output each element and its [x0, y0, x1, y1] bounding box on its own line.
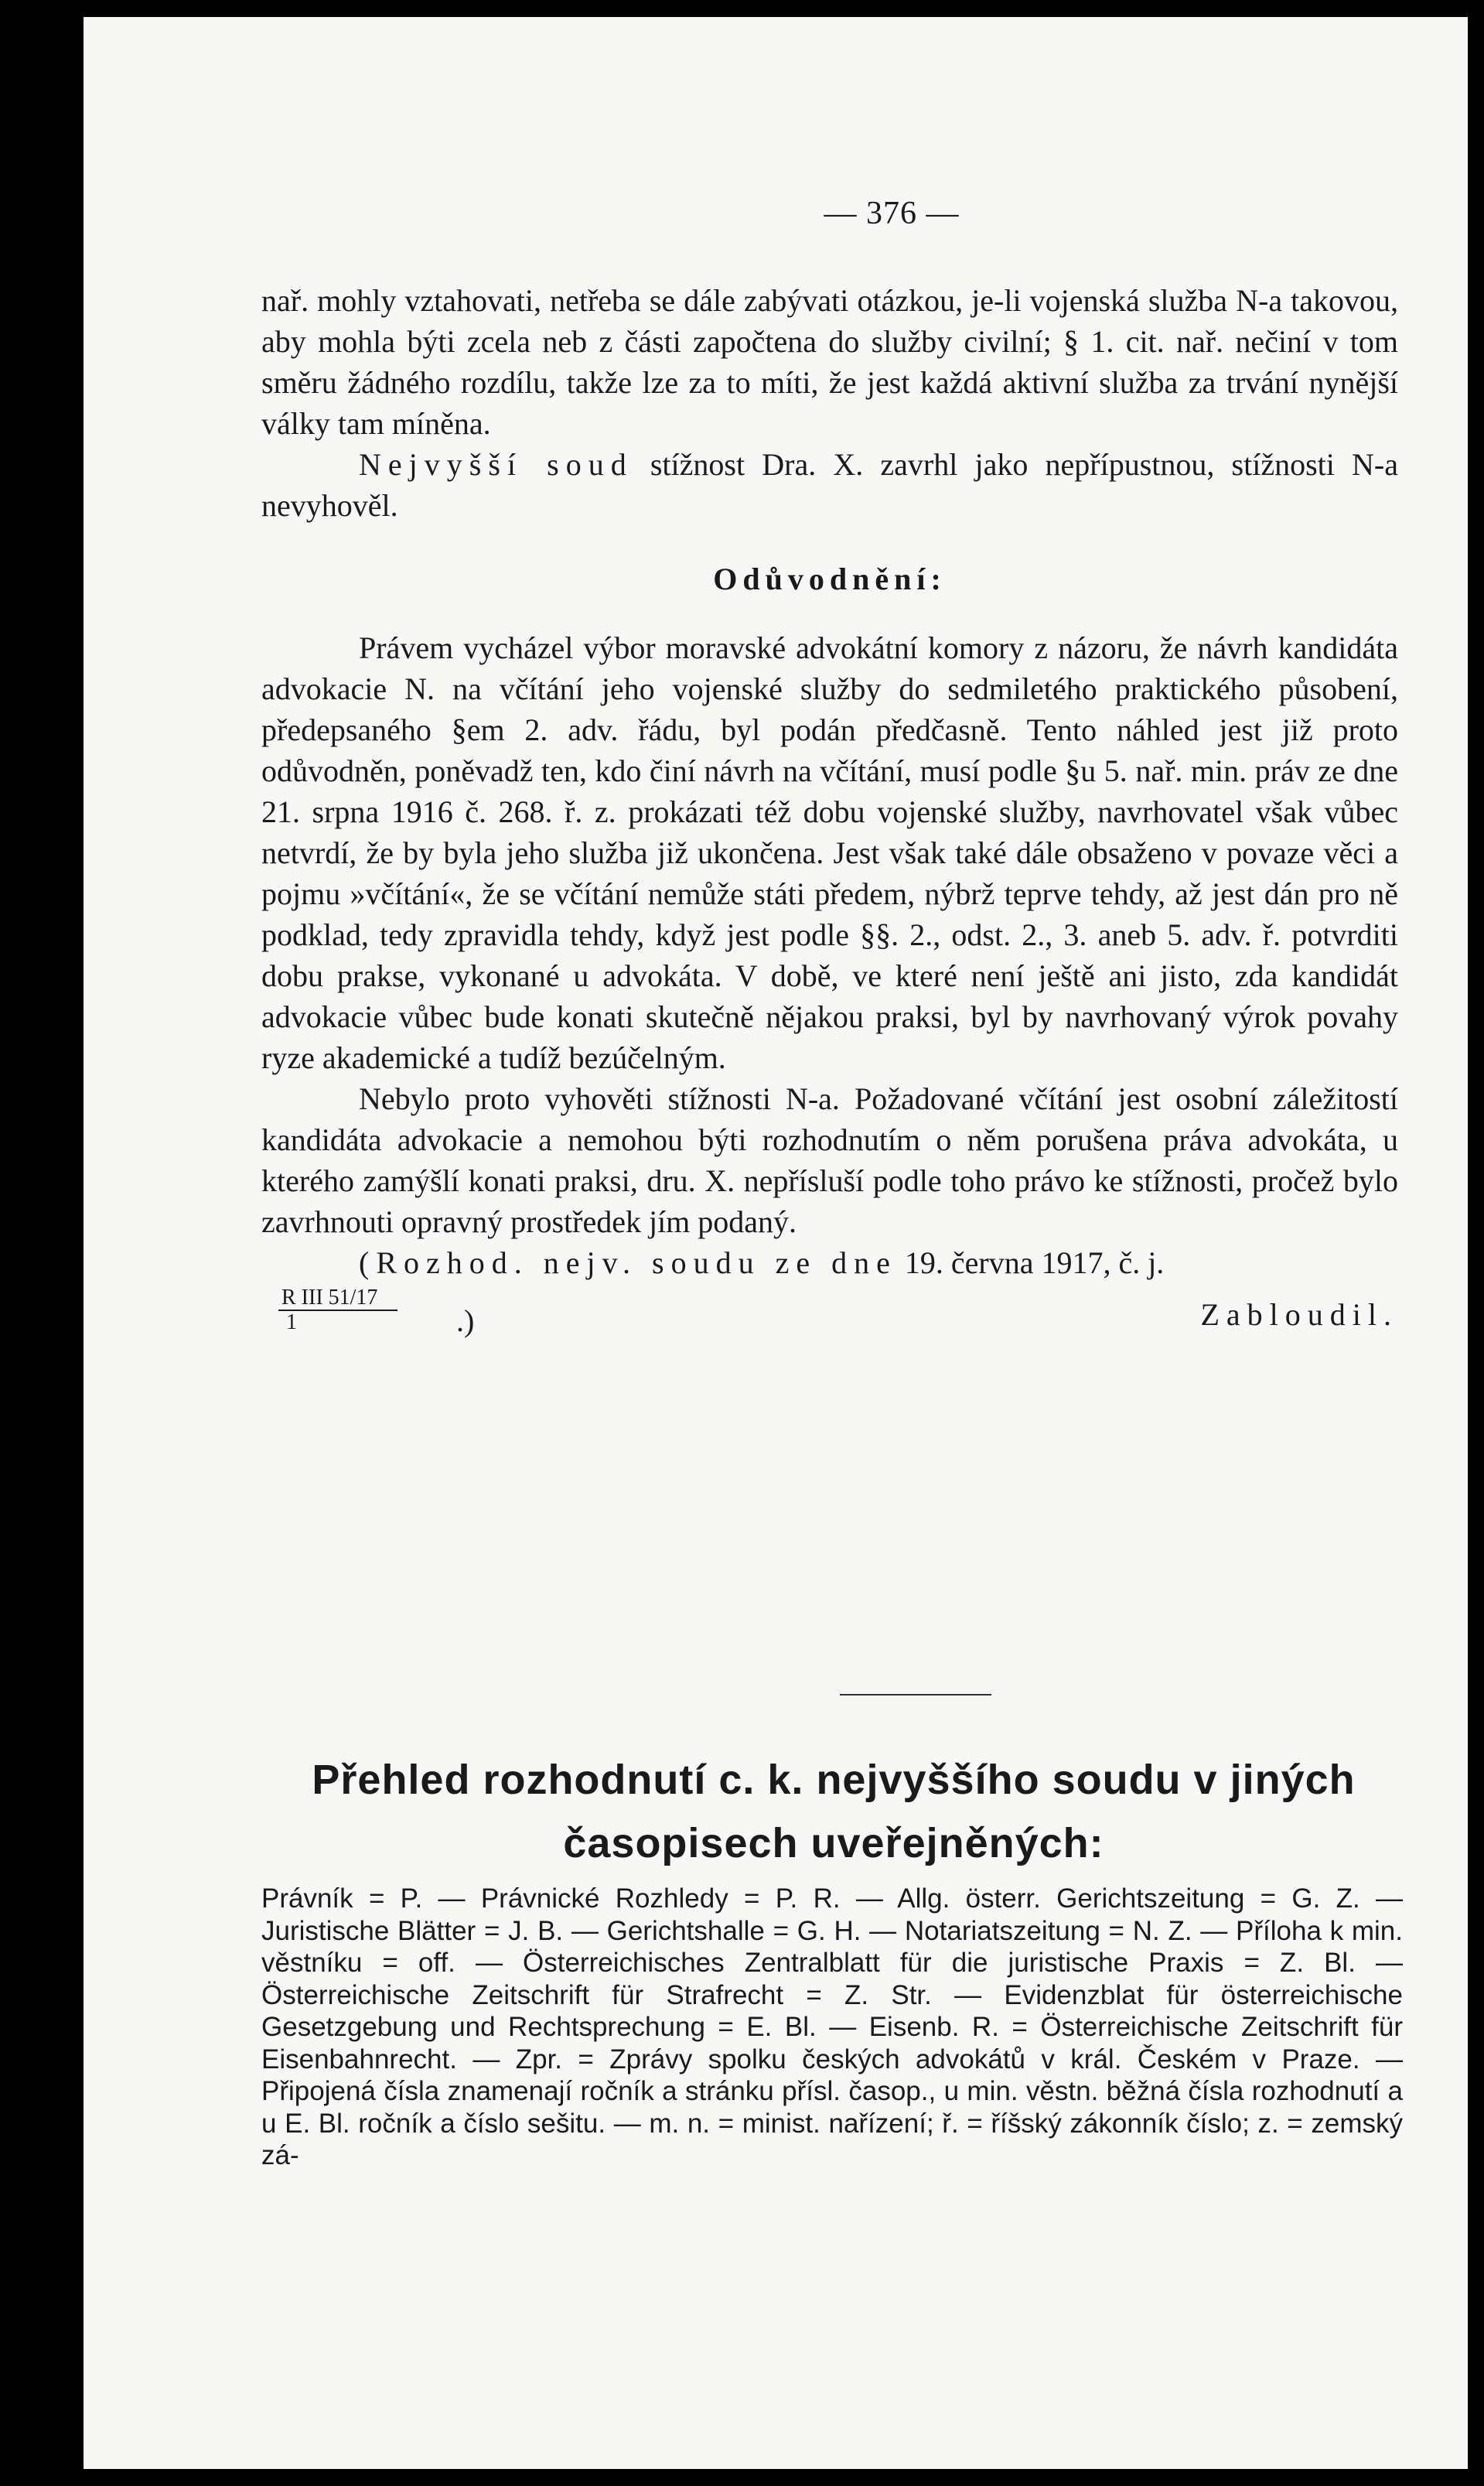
paragraph-conclusion: Nebylo proto vyhověti stížnosti N-a. Požadované včítání jest osobní záležitostí kandidáta advokacie a nemohou býti rozhodnutím o něm porušena práva advokáta, u kterého zamýšlí konati praksi, dru. X. nepřísluší podle toho právo ke stížnosti, pročež bylo zavrhnouti opravný prostředek jím podaný.: [261, 1081, 1398, 1239]
case-number-fraction: [278, 1286, 397, 1334]
case-number-numerator: R III 51/17: [278, 1286, 397, 1311]
section-divider: [840, 1694, 991, 1695]
court-decision-text: [261, 280, 1398, 1340]
citation-spaced: (Rozhod. nejv. soudu ze dne: [359, 1245, 897, 1280]
page-number: — 376 —: [824, 196, 960, 231]
citation-line: [261, 1242, 1398, 1283]
overview-title-line-1: Přehled rozhodnutí c. k. nejvyššího soudu v jiných: [312, 1757, 1356, 1803]
abbreviations-list: Právník = P. — Právnické Rozhledy = P. R. — Allg. österr. Gerichtszeitung = G. Z. — Juristische Blätter = J. B. — Gerichtshalle = G. H. — Notariatszeitung = N. Z. — Příloha k min. věstníku = off. — Österreichisches Zentralblatt für die juristische Praxis = Z. Bl. — Österreichische Zeitschrift für Strafrecht = Z. Str. — Evidenzblat für österreichische Gesetzgebung und Rechtsprechung = E. Bl. — Eisenb. R. = Österreichische Zeitschrift für Eisenbahnrecht. — Zpr. = Zprávy spolku českých advokátů v král. Českém v Praze. — Připojená čísla znamenají ročník a stránku přísl. časop., u min. věstn. běžná čísla rozhodnutí a u E. Bl. ročník a číslo sešitu. — m. n. = minist. nařízení; ř. = říšský zákonník číslo; z. = zemský zá-: [261, 1883, 1403, 2170]
citation-close: .): [456, 1303, 475, 1338]
case-number-denominator: 1: [286, 1310, 297, 1334]
paragraph-intro: nař. mohly vztahovati, netřeba se dále zabývati otázkou, je-li vojenská služba N-a takovou, aby mohla býti zcela neb z části započtena do služby civilní; § 1. cit. nař. nečiní v tom směru žádného rozdílu, takže lze za to míti, že jest každá aktivní služba za trvání nynější války tam míněna.: [261, 283, 1398, 441]
reasoning-heading: Odůvodnění:: [713, 562, 947, 596]
paragraph-verdict: [261, 444, 1398, 526]
court-name-spaced: Nejvyšší soud: [359, 447, 633, 482]
author-signature: Zabloudil.: [1200, 1297, 1398, 1332]
overview-title-line-2: časopisech uveřejněných:: [563, 1820, 1104, 1866]
verdict-text: stížnost Dra. X. zavrhl jako nepřípustnou, stížnosti N-a nevyhověl.: [261, 447, 1398, 523]
citation-reference-row: [261, 1286, 1398, 1340]
scanned-page: [84, 17, 1468, 2469]
overview-title: [261, 1748, 1406, 1875]
citation-date: 19. června 1917, č. j.: [896, 1245, 1165, 1280]
paragraph-reasoning: Právem vycházel výbor moravské advokátní komory z názoru, že návrh kandidáta advokacie N. na včítání jeho vojenské služby do sedmiletého praktického působení, předepsaného §em 2. adv. řádu, byl podán předčasně. Tento náhled jest již proto odůvodněn, poněvadž ten, kdo činí návrh na včítání, musí podle §u 5. nař. min. práv ze dne 21. srpna 1916 č. 268. ř. z. prokázati též dobu vojenské služby, navrhovatel však vůbec netvrdí, že by byla jeho služba již ukončena. Jest však také dále obsaženo v povaze věci a pojmu »včítání«, že se včítání nemůže státi předem, nýbrž teprve tehdy, až jest dán pro ně podklad, tedy zpravidla tehdy, když jest podle §§. 2., odst. 2., 3. aneb 5. adv. ř. potvrditi dobu prakse, vykonané u advokáta. V době, ve které není ještě ani jisto, zda kandidát advokacie vůbec bude konati skutečně nějakou praksi, byl by navrhovaný výrok povahy ryze akademické a tudíž bezúčelným.: [261, 630, 1398, 1075]
